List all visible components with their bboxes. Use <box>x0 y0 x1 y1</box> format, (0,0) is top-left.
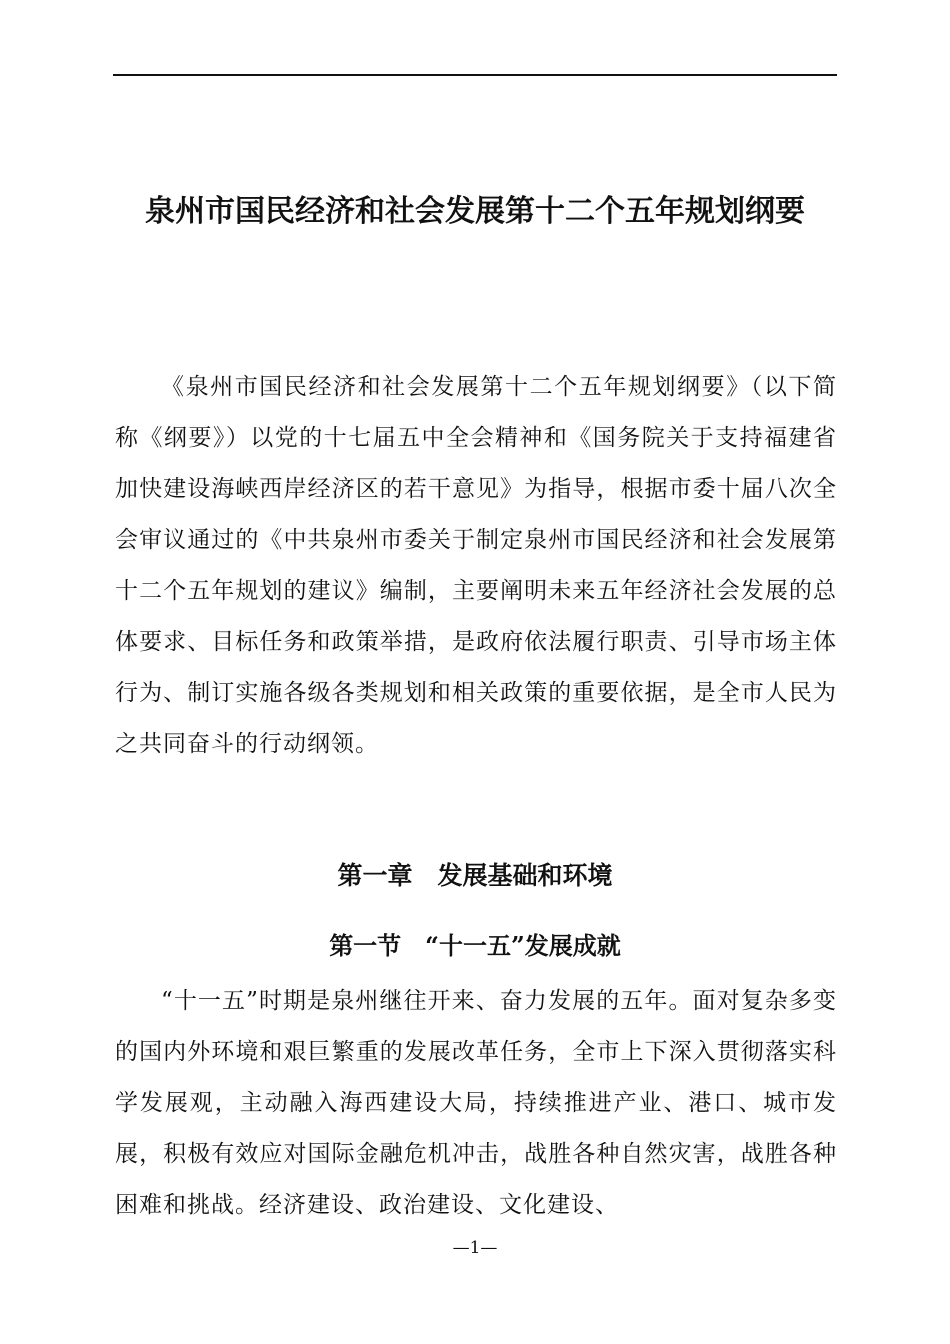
document-title: 泉州市国民经济和社会发展第十二个五年规划纲要 <box>145 194 805 229</box>
intro-paragraph: 《泉州市国民经济和社会发展第十二个五年规划纲要》（以下简称《纲要》）以党的十七届五中全会精神和《国务院关于支持福建省加快建设海峡西岸经济区的若干意见》为指导，根据市委十届八次全会审议通过的《中共泉州市委关于制定泉州市国民经济和社会发展第十二个五年规划的建议》编制，主要阐明未来五年经济社会发展的总体要求、目标任务和政策举措，是政府依法履行职责、引导市场主体行为、制订实施各级各类规划和相关政策的重要依据，是全市人民为之共同奋斗的行动纲领。 <box>115 374 837 757</box>
chapter-title: 第一章 发展基础和环境 <box>337 861 613 890</box>
section-paragraph: “十一五”时期是泉州继往开来、奋力发展的五年。面对复杂多变的国内外环境和艰巨繁重的发展改革任务，全市上下深入贯彻落实科学发展观，主动融入海西建设大局，持续推进产业、港口、城市发展，积极有效应对国际金融危机冲击，战胜各种自然灾害，战胜各种困难和挑战。经济建设、政治建设、文化建设、 <box>115 988 837 1218</box>
section-title: 第一节 “十一五”发展成就 <box>329 931 621 960</box>
header-rule <box>113 74 837 76</box>
page-number: —1— <box>452 1238 498 1258</box>
